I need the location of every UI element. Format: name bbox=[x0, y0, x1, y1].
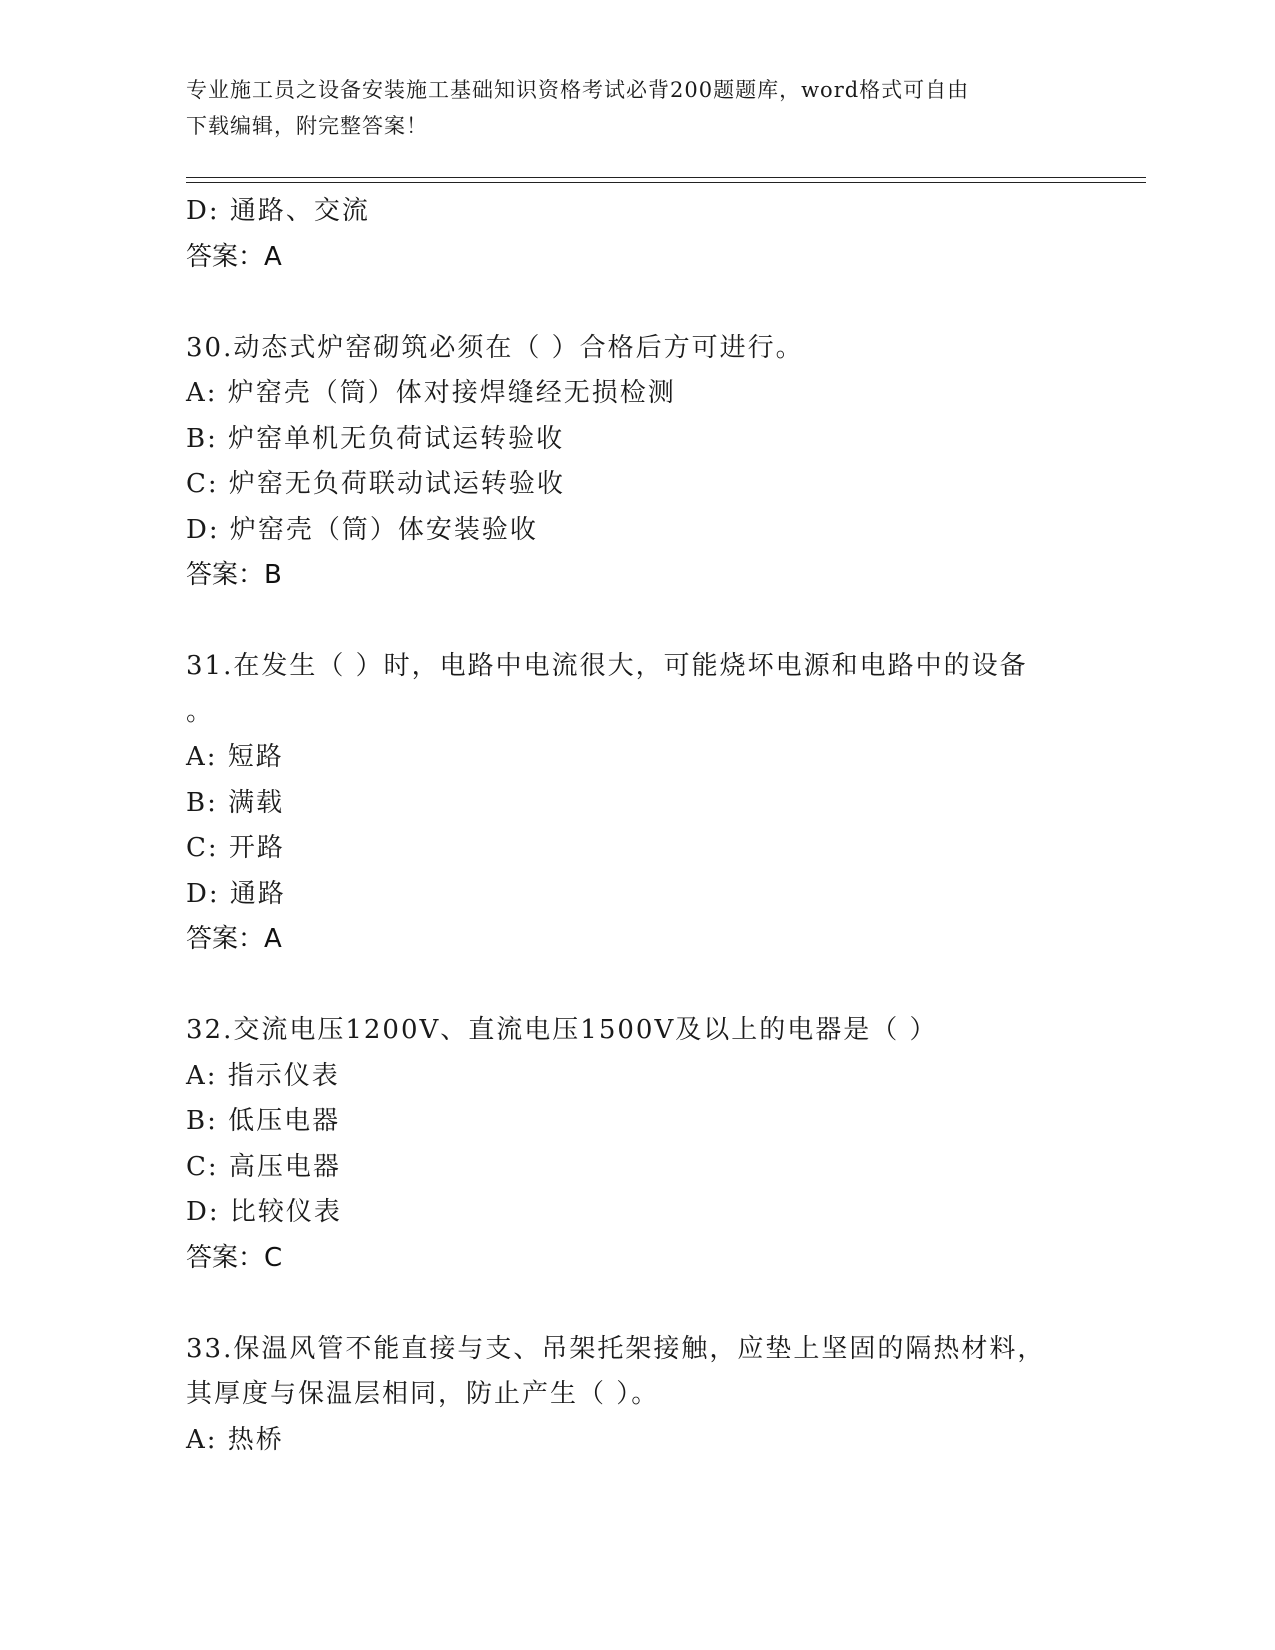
option-c: C: 开路 bbox=[186, 833, 285, 863]
answer-line: 答案：C bbox=[186, 1242, 283, 1273]
option-c: C: 高压电器 bbox=[186, 1151, 341, 1182]
spacer bbox=[186, 963, 1086, 1009]
header-line-2: 下载编辑，附完整答案！ bbox=[186, 114, 428, 138]
header-rule-bottom bbox=[186, 182, 1146, 183]
header-rule-top bbox=[186, 177, 1146, 178]
option-d: D: 比较仪表 bbox=[186, 1197, 342, 1227]
spacer bbox=[186, 599, 1086, 645]
answer-line: 答案：B bbox=[186, 560, 282, 590]
option-d: D: 通路 bbox=[186, 878, 286, 909]
option-b: B: 满载 bbox=[186, 787, 285, 818]
option-a: A: 热桥 bbox=[186, 1424, 284, 1455]
header-line-1: 专业施工员之设备安装施工基础知识资格考试必背200题题库，word格式可自由 bbox=[186, 78, 970, 102]
option-b: B: 低压电器 bbox=[186, 1106, 341, 1136]
option-a: A: 短路 bbox=[186, 742, 284, 772]
option-c: C: 炉窑无负荷联动试运转验收 bbox=[186, 469, 565, 499]
question-stem-continuation: 。 bbox=[186, 696, 215, 727]
question-list bbox=[186, 189, 1086, 1463]
option-d: D: 通路、交流 bbox=[186, 196, 370, 226]
option-a: A: 指示仪表 bbox=[186, 1060, 340, 1091]
question-stem: 32.交流电压1200V、直流电压1500V及以上的电器是（ ） bbox=[186, 1015, 938, 1045]
option-b: B: 炉窑单机无负荷试运转验收 bbox=[186, 423, 565, 454]
question-stem: 30.动态式炉窑砌筑必须在（ ）合格后方可进行。 bbox=[186, 332, 804, 363]
spacer bbox=[186, 280, 1086, 326]
option-d: D: 炉窑壳（筒）体安装验收 bbox=[186, 514, 538, 545]
spacer bbox=[186, 1281, 1086, 1327]
answer-line: 答案：A bbox=[186, 241, 282, 272]
question-stem: 31.在发生（ ）时，电路中电流很大，可能烧坏电源和电路中的设备 bbox=[186, 651, 1028, 681]
option-a: A: 炉窑壳（筒）体对接焊缝经无损检测 bbox=[186, 378, 676, 408]
question-stem-continuation: 其厚度与保温层相同，防止产生（ ）。 bbox=[186, 1379, 660, 1409]
question-stem: 33.保温风管不能直接与支、吊架托架接触，应垫上坚固的隔热材料， bbox=[186, 1333, 1046, 1364]
document-header bbox=[186, 72, 1066, 144]
answer-line: 答案：A bbox=[186, 924, 282, 954]
